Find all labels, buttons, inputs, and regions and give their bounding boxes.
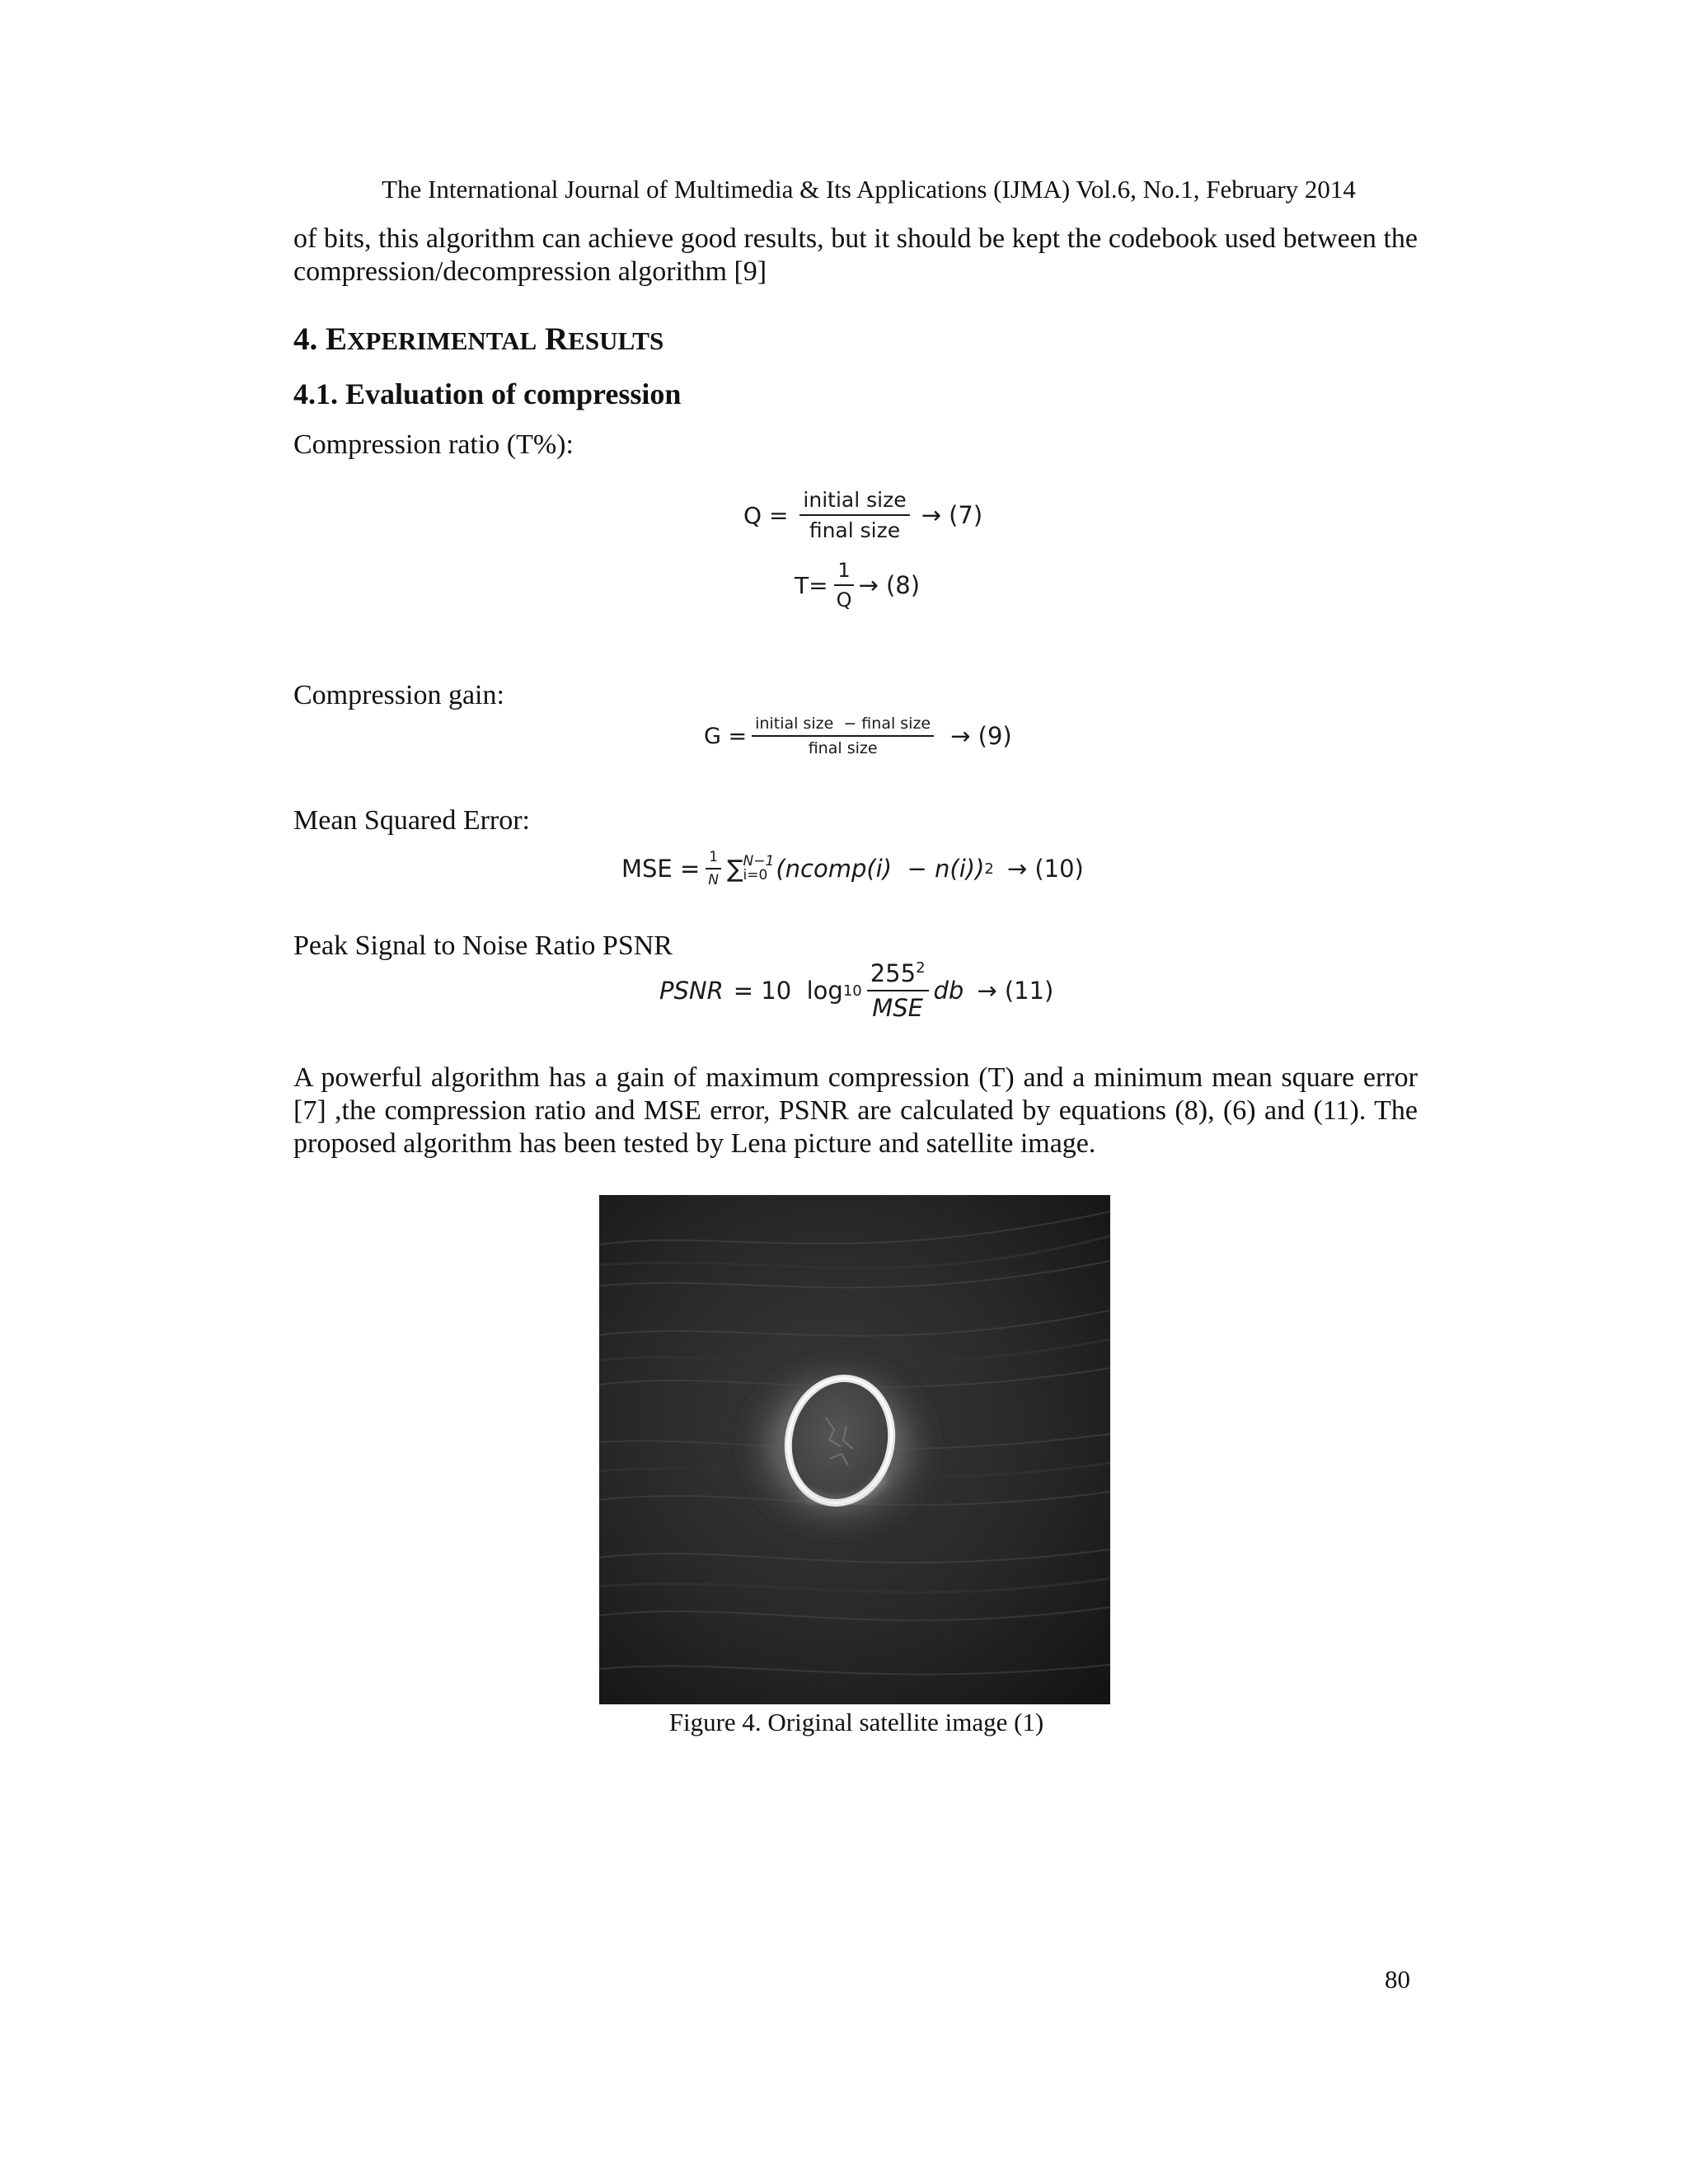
eq10-tag: → (10) <box>1006 855 1084 883</box>
eq10-sum-upper: N−1 <box>743 853 775 869</box>
equation-11 <box>659 959 1053 1022</box>
section-word1-rest: XPERIMENTAL <box>347 326 537 355</box>
equation-9 <box>704 715 1012 757</box>
eq7-denominator: final size <box>809 518 901 542</box>
equation-7 <box>743 488 982 542</box>
eq10-exponent: 2 <box>984 860 994 878</box>
ratio-label: Compression ratio (T%): <box>293 429 574 460</box>
psnr-label: Peak Signal to Noise Ratio PSNR <box>293 930 673 961</box>
section-word2-rest: ESULTS <box>568 326 664 355</box>
eq9-lhs: G = <box>704 723 748 749</box>
eq9-fraction <box>752 715 934 757</box>
eq8-tag: → (8) <box>858 571 921 599</box>
eq11-eq: = 10 log <box>733 977 843 1005</box>
satellite-image-figure <box>599 1195 1110 1704</box>
eq9-denominator: final size <box>808 739 878 757</box>
equation-8 <box>795 559 920 612</box>
journal-header: The International Journal of Multimedia & Its Applications (IJMA) Vol.6, No.1, February 2014 <box>382 175 1356 204</box>
eq9-tag: → (9) <box>950 722 1012 750</box>
eq8-fraction <box>833 559 856 612</box>
eq11-denominator: MSE <box>872 994 923 1022</box>
eq11-log-base: 10 <box>842 982 862 1000</box>
eq10-sum: ∑ <box>727 855 743 883</box>
eq7-fraction <box>799 488 909 542</box>
eq10-denominator: N <box>708 872 719 888</box>
eq7-lhs: Q = <box>743 501 789 529</box>
section-word2-initial: R <box>544 321 569 357</box>
satellite-image <box>599 1195 1110 1704</box>
page-number: 80 <box>1385 1965 1410 1994</box>
eq7-numerator: initial size <box>799 488 909 516</box>
section-word1-initial: E <box>326 321 348 357</box>
eq11-lhs: PSNR <box>659 977 724 1005</box>
gain-label: Compression gain: <box>293 680 504 710</box>
eq10-lhs: MSE = <box>621 855 701 883</box>
section-number: 4. <box>293 321 326 357</box>
eq11-numerator <box>867 959 929 991</box>
eq10-body: (ncomp(i) − n(i)) <box>776 855 985 883</box>
eq8-denominator: Q <box>836 588 852 612</box>
eq10-fraction <box>705 849 722 888</box>
continuation-paragraph: of bits, this algorithm can achieve good results, but it should be kept the codebook used between the compression/decompression algorithm [9] <box>293 223 1418 287</box>
eq11-unit: db <box>933 977 964 1005</box>
conclusion-paragraph: A powerful algorithm has a gain of maximum compression (T) and a minimum mean square error [7] ,the compression ratio and MSE error, PSNR are calculated by equations (8), (6) and (11). The proposed algorithm has been tested by Lena picture and satellite image. <box>293 1062 1418 1159</box>
section-title <box>293 320 663 361</box>
eq11-numerator-base: 255 <box>870 959 917 987</box>
eq11-numerator-exp: 2 <box>916 959 926 977</box>
subsection-title: 4.1. Evaluation of compression <box>293 377 682 410</box>
figure-caption: Figure 4. Original satellite image (1) <box>668 1708 1044 1736</box>
eq11-tag: → (11) <box>977 977 1054 1005</box>
eq10-sum-lower: i=0 <box>743 867 768 883</box>
eq11-fraction <box>867 959 929 1022</box>
eq10-sum-limits <box>743 855 775 883</box>
mse-label: Mean Squared Error: <box>293 805 531 836</box>
eq7-tag: → (7) <box>921 501 983 529</box>
eq10-numerator: 1 <box>706 849 721 869</box>
eq9-numerator: initial size − final size <box>752 715 934 737</box>
eq8-lhs: T= <box>795 571 828 599</box>
eq8-numerator: 1 <box>834 559 853 586</box>
equation-10 <box>621 849 1084 888</box>
